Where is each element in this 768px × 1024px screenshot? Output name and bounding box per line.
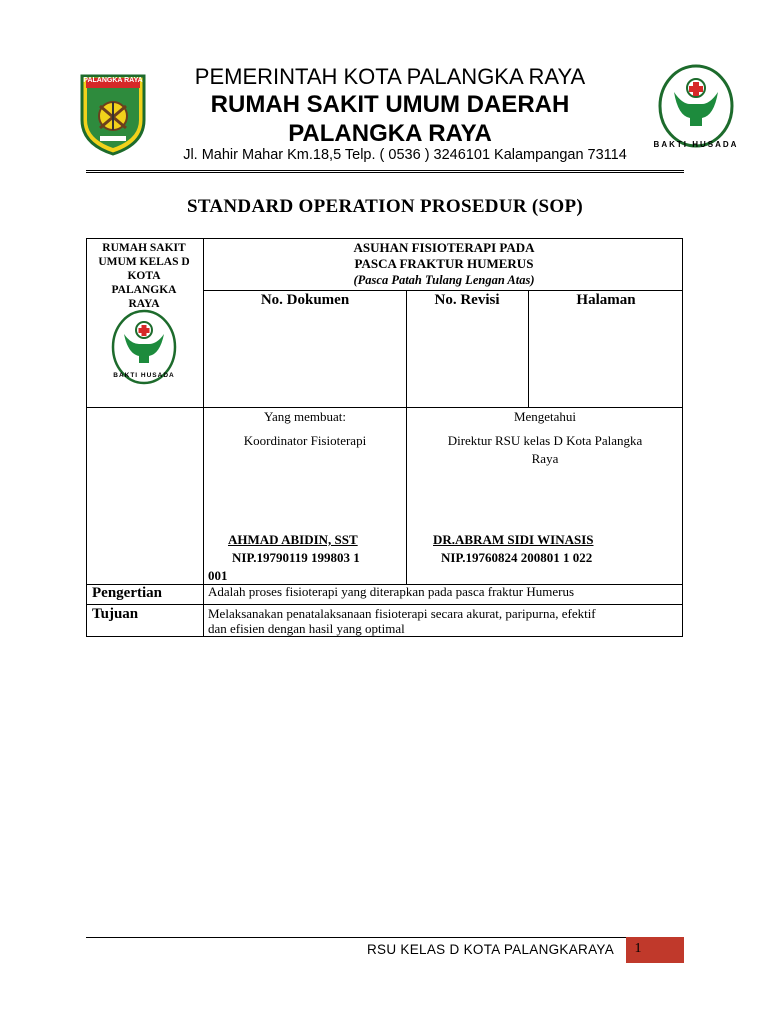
document-title: STANDARD OPERATION PROSEDUR (SOP) — [186, 196, 584, 217]
halaman-header: Halaman — [576, 292, 636, 308]
hospital-city: PALANGKA RAYA — [288, 120, 492, 147]
table-divider — [86, 604, 683, 605]
institution-logo-text: BAKTI HUSADA — [113, 372, 175, 379]
institution-line: UMUM KELAS D — [98, 256, 190, 268]
table-divider — [203, 238, 204, 636]
approved-role-cont: Raya — [531, 451, 559, 466]
palangka-raya-logo — [78, 72, 148, 156]
pengertian-text: Adalah proses fisioterapi yang diterapkan pada pasca fraktur Humerus — [208, 584, 575, 599]
made-by-nip: NIP.19790119 199803 1 — [232, 550, 360, 565]
pengertian-label: Pengertian — [92, 585, 162, 601]
institution-line: RUMAH SAKIT — [102, 242, 186, 254]
tujuan-text-line: Melaksanakan penatalaksanaan fisioterapi secara akurat, paripurna, efektif — [208, 606, 596, 621]
right-logo-text: BAKTI HUSADA — [653, 140, 739, 149]
institution-label — [88, 241, 200, 311]
approved-role: Direktur RSU kelas D Kota Palangka — [447, 433, 643, 448]
made-by-role: Koordinator Fisioterapi — [243, 433, 367, 448]
footer-text: RSU KELAS D KOTA PALANGKARAYA — [366, 942, 614, 957]
tujuan-text — [208, 606, 682, 636]
hospital-address: Jl. Mahir Mahar Km.18,5 Telp. ( 0536 ) 3246101 Kalampangan 73114 — [183, 147, 627, 163]
sop-title-line1: ASUHAN FISIOTERAPI PADA — [353, 240, 535, 255]
sop-title-line2: PASCA FRAKTUR HUMERUS — [354, 256, 534, 271]
made-by-label: Yang membuat: — [263, 409, 347, 424]
header-divider — [86, 170, 684, 173]
no-revisi-header: No. Revisi — [434, 292, 500, 308]
made-by-name: AHMAD ABIDIN, SST — [228, 532, 358, 547]
government-name: PEMERINTAH KOTA PALANGKA RAYA — [194, 64, 586, 89]
table-divider — [406, 290, 407, 584]
approved-nip: NIP.19760824 200801 1 022 — [441, 550, 593, 565]
table-divider — [528, 290, 529, 407]
no-dokumen-header: No. Dokumen — [260, 292, 350, 308]
institution-line: RAYA — [128, 298, 160, 310]
sop-title-line3: (Pasca Patah Tulang Lengan Atas) — [353, 273, 535, 287]
page-number: 1 — [634, 941, 642, 956]
made-by-nip-cont: 001 — [208, 568, 228, 583]
left-logo-text: PALANGKA RAYA — [83, 77, 143, 84]
tujuan-label: Tujuan — [92, 606, 139, 622]
approved-label: Mengetahui — [513, 409, 577, 424]
tujuan-text-line: dan efisien dengan hasil yang optimal — [208, 621, 405, 636]
approved-name: DR.ABRAM SIDI WINASIS — [433, 532, 594, 547]
bakti-husada-logo — [656, 62, 736, 150]
institution-line: PALANGKA — [111, 284, 177, 296]
institution-line: KOTA — [127, 270, 161, 282]
table-divider — [203, 290, 683, 291]
footer-divider — [86, 937, 626, 938]
hospital-name: RUMAH SAKIT UMUM DAERAH — [210, 91, 570, 118]
